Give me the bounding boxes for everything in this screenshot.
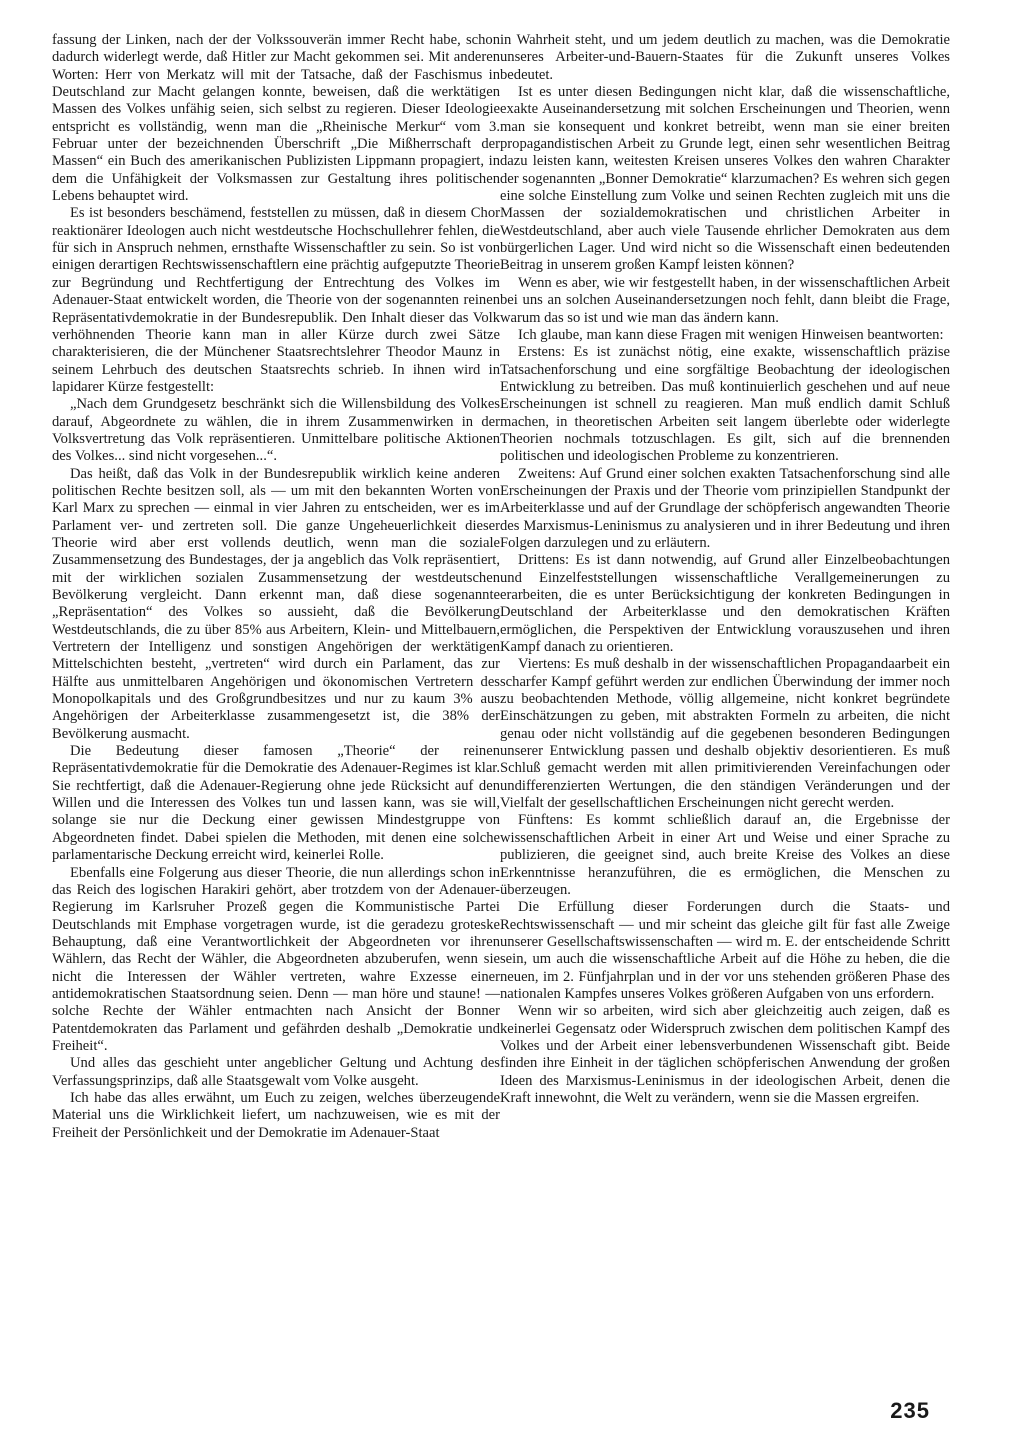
paragraph: Ist es unter diesen Bedingungen nicht klar, daß die wissenschaftliche, exakte Auseinandersetzung mit solchen Erscheinungen und Theorien, wenn man sie konsequent und konkret betreibt, wenn man sie einer breiten propagandistischen Arbeit zu Grunde legt, einen sehr wesentlichen Beitrag dazu leisten kann, weitesten Kreisen unseres Volkes den wahren Charakter der sogenannten „Bonner Demokratie“ klarzumachen? Es wehren sich gegen eine solche Einstellung zum Volke und seinen Rechten zugleich mit uns die Massen der sozialdemokratischen und christlichen Arbeiter in Westdeutschland, aber auch viele Tausende ehrlicher Demokraten aus dem bürgerlichen Lager. Und wird nicht so die Wissenschaft einen bedeutenden Beitrag in unserem großen Kampf leisten können? [500,84,950,274]
paragraph: Wenn wir so arbeiten, wird sich aber gleichzeitig auch zeigen, daß es keinerlei Gegensatz oder Widerspruch zwischen dem politischen Kampf des Volkes und der Arbeit einer lebensverbundenen Wissenschaft gibt. Beide finden ihre Einheit in der täglichen schöpferischen Anwendung der großen Ideen des Marxismus-Leninismus in der ideologischen Arbeit, denen die Kraft innewohnt, die Welt zu verändern, wenn sie die Massen ergreifen. [500,1003,950,1106]
paragraph: Ich habe das alles erwähnt, um Euch zu zeigen, welches überzeugende Material uns die Wirklichkeit liefert, um nachzuweisen, wie es mit der Freiheit der Persönlichkeit und der Demokratie im Adenauer-Staat [52,1089,500,1141]
paragraph: Wenn es aber, wie wir festgestellt haben, in der wissenschaftlichen Arbeit bei uns an solchen Auseinandersetzungen noch fehlt, dann bleibt die Frage, warum das so ist und wie man das ändern kann. [500,274,950,326]
paragraph: Ebenfalls eine Folgerung aus dieser Theorie, die nun allerdings schon in das Reich des logischen Harakiri gehört, aber trotzdem von der Adenauer-Regierung im Karlsruher Prozeß gegen die Kommunistische Partei Deutschlands mit Emphase vorgetragen wurde, ist die geradezu groteske Behauptung, daß eine Verantwortlichkeit der Abgeordneten vor ihren Wählern, das Recht der Wähler, die Abgeordneten abzuberufen, wenn sie nicht die Interessen der Wähler vertreten, wahre Exzesse einer antidemokratischen Staatsordnung seien. Denn — man höre und staune! — solche Rechte der Wähler entmachten nach Ansicht der Bonner Patentdemokraten das Parlament und gefährden deshalb „Demokratie und Freiheit“. [52,864,500,1054]
paragraph: Die Erfüllung dieser Forderungen durch die Staats- und Rechtswissenschaft — und mir scheint das gleiche gilt für fast alle Zweige unserer Gesellschaftswissenschaften — wird m. E. der entscheidende Schritt sein, um auch die wissenschaftliche Arbeit auf die Höhe zu heben, die die neuen, im 2. Fünfjahrplan und in der vor uns stehenden größeren Phase des nationalen Kampfes unseres Volkes größeren Aufgaben von uns erfordern. [500,899,950,1002]
left-column [52,32,500,1142]
paragraph: Und alles das geschieht unter angeblicher Geltung und Achtung des Verfassungsprinzips, daß alle Staatsgewalt vom Volke ausgeht. [52,1055,500,1089]
paragraph: fassung der Linken, nach der der Volkssouverän immer Recht habe, schon dadurch widerlegt werde, daß Hitler zur Macht gekommen sei. Mit anderen Worten: Herr von Merkatz will mit der Tatsache, daß der Faschismus in Deutschland zur Macht gelangen konnte, beweisen, daß die werktätigen Massen des Volkes unfähig seien, sich selbst zu regieren. Dieser Ideologie entspricht es vollständig, wenn man die „Rheinische Merkur“ vom 3. Februar unter der bezeichnenden Überschrift „Die Mißherrschaft der Massen“ ein Buch des amerikanischen Publizisten Lippmann propagiert, in dem die Unfähigkeit der Volksmassen zur Gestaltung ihres politischen Lebens behauptet wird. [52,32,500,205]
quotation: „Nach dem Grundgesetz beschränkt sich die Willensbildung des Volkes darauf, Abgeordnete zu wählen, die in ihrem Zusammenwirken in der Volksvertretung das Volk repräsentieren. Unmittelbare politische Aktionen des Volkes... sind nicht vorgesehen...“. [52,396,500,465]
page-number: 235 [890,1398,930,1423]
paragraph: Fünftens: Es kommt schließlich darauf an, die Ergebnisse der wissenschaftlichen Arbeit in einer Art und Weise und einer Sprache zu publizieren, die geeignet sind, auch breite Kreise des Volkes an diese Erkenntnisse heranzuführen, die es ermöglichen, die Menschen zu überzeugen. [500,812,950,898]
paragraph: Erstens: Es ist zunächst nötig, eine exakte, wissenschaftlich präzise Tatsachenforschung und eine sorgfältige Beobachtung der ideologischen Entwicklung zu betreiben. Das muß kontinuierlich geschehen und auf neue Erscheinungen ist schnell zu reagieren. Man muß endlich damit Schluß machen, in theoretischen Arbeiten seit langem überlebte oder widerlegte Theorien nochmals totzuschlagen. Es gilt, sich auf die brennenden politischen und ideologischen Probleme zu konzentrieren. [500,344,950,465]
paragraph: Das heißt, daß das Volk in der Bundesrepublik wirklich keine anderen politischen Rechte besitzen soll, als — um mit den bekannten Worten von Karl Marx zu sprechen — einmal in vier Jahren zu entscheiden, wer es im Parlament ver- und zertreten soll. Die ganze Ungeheuerlichkeit dieser Theorie wird aber erst vollends deutlich, wenn man die soziale Zusammensetzung des Bundestages, der ja angeblich das Volk repräsentiert, mit der wirklichen sozialen Zusammensetzung der westdeutschen Bevölkerung vergleicht. Dann erkennt man, daß diese sogenannte „Repräsentation“ des Volkes so aussieht, daß die Bevölkerung Westdeutschlands, die zu über 85% aus Arbeitern, Klein- und Mittelbauern, Vertretern der Intelligenz und sonstigen Angehörigen der werktätigen Mittelschichten besteht, „vertreten“ wird durch ein Parlament, das zur Hälfte aus unmittelbaren Angehörigen und ökonomischen Vertretern des Monopolkapitals und des Großgrundbesitzes und nur zu kaum 3% aus Angehörigen der Arbeiterklasse zusammengesetzt ist, die 38% der Bevölkerung ausmacht. [52,465,500,742]
paragraph: Viertens: Es muß deshalb in der wissenschaftlichen Propagandaarbeit ein scharfer Kampf geführt werden zur endlichen Überwindung der immer noch zu beobachtenden Methode, völlig allgemeine, nicht konkret begründete Einschätzungen zu geben, mit abstrakten Formeln zu arbeiten, die nicht genau oder nicht vollständig auf die gegebenen besonderen Bedingungen unserer Entwicklung passen und deshalb objektiv desorientieren. Es muß Schluß gemacht werden mit allen primitivierenden Vereinfachungen oder undifferenzierten Wertungen, die den ständigen Veränderungen und der Vielfalt der gesellschaftlichen Erscheinungen nicht gerecht werden. [500,656,950,812]
paragraph: Die Bedeutung dieser famosen „Theorie“ der reinen Repräsentativdemokratie für die Demokratie des Adenauer-Regimes ist klar. Sie rechtfertigt, daß die Adenauer-Regierung ohne jede Rücksicht auf den Willen und die Interessen des Volkes tun und lassen kann, was sie will, solange sie nur die Deckung einer gewissen Mindestgruppe von Abgeordneten findet. Dabei spielen die Methoden, mit denen eine solche parlamentarische Deckung erreicht wird, keinerlei Rolle. [52,743,500,864]
right-column [500,32,950,1107]
paragraph: Ich glaube, man kann diese Fragen mit wenigen Hinweisen beantworten: [518,326,944,343]
paragraph: Es ist besonders beschämend, feststellen zu müssen, daß in diesem Chor reaktionärer Ideologen auch nicht westdeutsche Hochschullehrer fehlen, die für sich in Anspruch nehmen, ernsthafte Wissenschaftler zu sein. So ist von einigen derartigen Rechtswissenschaftlern eine prächtig aufgeputzte Theorie zur Begründung und Rechtfertigung der Entrechtung des Volkes im Adenauer-Staat entwickelt worden, die Theorie von der sogenannten reinen Repräsentativdemokratie in der Bundesrepublik. Den Inhalt dieser das Volk verhöhnenden Theorie kann man in aller Kürze durch zwei Sätze charakterisieren, die der Münchener Staatsrechtslehrer Theodor Maunz in seinem Lehrbuch des deutschen Staatsrechts schrieb. In ihnen wird in lapidarer Kürze festgestellt: [52,205,500,395]
paragraph: in Wahrheit steht, und um jedem deutlich zu machen, was die Demokratie unseres Arbeiter-und-Bauern-Staates für die Zukunft unseres Volkes bedeutet. [500,32,950,83]
paragraph: Zweitens: Auf Grund einer solchen exakten Tatsachenforschung sind alle Erscheinungen der Praxis und der Theorie vom prinzipiellen Standpunkt der Arbeiterklasse und auf der Grundlage der schöpferisch angewandten Theorie des Marxismus-Leninismus zu analysieren und in ihrer Bedeutung und ihren Folgen darzulegen und zu erläutern. [500,465,950,551]
paragraph: Drittens: Es ist dann notwendig, auf Grund aller Einzelbeobachtungen und Einzelfeststellungen wissenschaftliche Verallgemeinerungen zu erarbeiten, die es unter Berücksichtigung der konkreten Bedingungen in Deutschland der Arbeiterklasse und den demokratischen Kräften ermöglichen, die Perspektiven der Entwicklung vorauszusehen und ihren Kampf danach zu orientieren. [500,552,950,656]
